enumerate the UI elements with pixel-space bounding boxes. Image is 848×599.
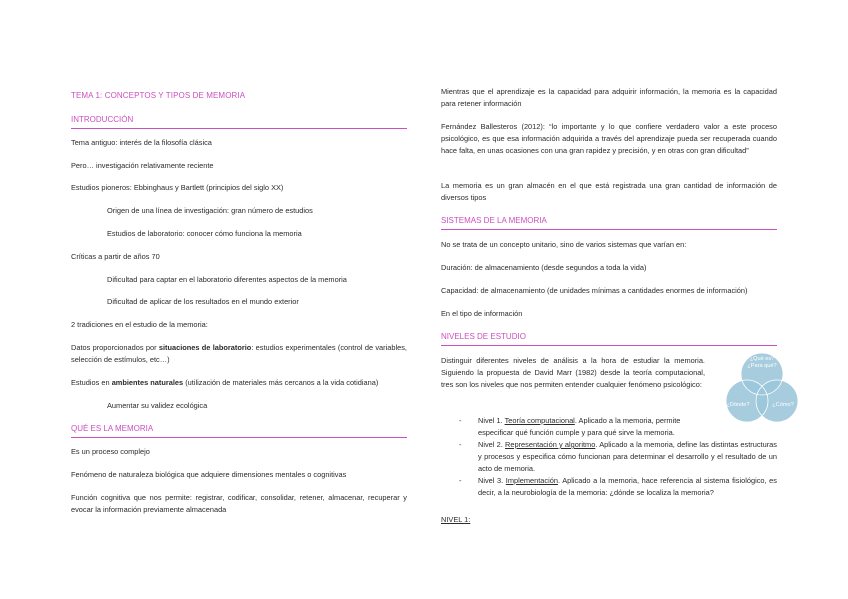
- intro-line-1: Tema antiguo: interés de la filosofía clásica: [71, 138, 212, 147]
- level-desc: . Aplicado a la memoria, hace referencia al sistema fisiológico, es decir, a la neurobiología de la memoria: ¿dónde se localiza la memoria?: [478, 476, 777, 497]
- venn-label-top-wrap: [742, 356, 782, 378]
- level-prefix: Nivel 2.: [478, 440, 506, 449]
- list-item: [441, 439, 777, 475]
- intro-line-7: [71, 377, 407, 389]
- list-item: [441, 475, 777, 499]
- intro-sub-2: Estudios de laboratorio: conocer cómo funciona la memoria: [107, 229, 302, 238]
- intro-line-3: Estudios pioneros: Ebbinghaus y Bartlett (principios del siglo XX): [71, 183, 284, 192]
- right-para-1: Mientras que el aprendizaje es la capacidad para adquirir información, la memoria es la capacidad para retener información: [441, 87, 777, 108]
- que-line-3: Función cognitiva que nos permite: registrar, codificar, consolidar, retener, almacenar, recuperar y evocar la información previamente almacenada: [71, 493, 407, 514]
- venn-label-left: ¿Dónde?: [726, 402, 750, 408]
- intro-line-7-pre: Estudios en: [71, 378, 112, 387]
- niveles-heading: NIVELES DE ESTUDIO: [441, 331, 777, 346]
- list-dash: -: [459, 440, 462, 449]
- venn-label-top: ¿Qué es? ¿Para qué?: [747, 356, 777, 369]
- list-item: [441, 415, 704, 439]
- intro-line-6-bold: situaciones de laboratorio: [158, 343, 252, 352]
- right-para-2: Fernández Ballesteros (2012): “lo importante y lo que confiere verdadero valor a este proceso psicológico, es que esa información adquirida a través del aprendizaje pueda ser recuperada cuando hace falta, en unas ocasiones con una gran rapidez y precisión, y en otras con gran dificultad”: [441, 122, 777, 155]
- list-dash: -: [459, 476, 462, 485]
- nivel-1-heading: NIVEL 1:: [441, 515, 471, 524]
- intro-line-2: Pero… investigación relativamente reciente: [71, 161, 214, 170]
- que-heading: QUÉ ES LA MEMORIA: [71, 423, 407, 438]
- level-desc: . Aplicado a la memoria, permite especificar qué función cumple y para qué sirve la memoria.: [478, 416, 681, 437]
- intro-line-4: Críticas a partir de años 70: [71, 252, 160, 261]
- intro-sub-3: Dificultad para captar en el laboratorio diferentes aspectos de la memoria: [107, 275, 347, 284]
- que-line-2: Fenómeno de naturaleza biológica que adquiere dimensiones mentales o cognitivas: [71, 470, 347, 479]
- intro-line-6-pre: Datos proporcionados por: [71, 343, 159, 352]
- sistemas-heading: SISTEMAS DE LA MEMORIA: [441, 215, 777, 230]
- intro-line-7-post: (utilización de materiales más cercanos a la vida cotidiana): [183, 378, 379, 387]
- document-title: TEMA 1: CONCEPTOS Y TIPOS DE MEMORIA: [71, 91, 246, 100]
- niveles-intro: Distinguir diferentes niveles de análisis a la hora de estudiar la memoria. Siguiendo la propuesta de David Marr (1982) desde la teoría computacional, tres son los niveles que nos permiten entender cualquier fenómeno psicológico:: [441, 356, 705, 389]
- right-para-3: La memoria es un gran almacén en el que está registrada una gran cantidad de información de diversos tipos: [441, 181, 777, 202]
- intro-sub-5: Aumentar su validez ecológica: [107, 401, 208, 410]
- sistemas-line-2: Duración: de almacenamiento (desde segundos a toda la vida): [441, 263, 647, 272]
- level-name: Implementación: [505, 476, 558, 485]
- intro-line-6: [71, 342, 407, 366]
- intro-line-7-bold: ambientes naturales: [111, 378, 184, 387]
- sistemas-line-3: Capacidad: de almacenamiento (de unidades mínimas a cantidades enormes de información): [441, 286, 748, 295]
- level-desc: . Aplicado a la memoria, define las distintas estructuras y procesos y especifica cómo funcionan para determinar el desarrollo y el resultado de un acto de memoria.: [478, 440, 777, 473]
- intro-line-5: 2 tradiciones en el estudio de la memoria:: [71, 320, 208, 329]
- intro-heading: INTRODUCCIÓN: [71, 114, 407, 129]
- level-name: Teoría computacional: [504, 416, 575, 425]
- sistemas-line-4: En el tipo de información: [441, 309, 523, 318]
- que-line-1: Es un proceso complejo: [71, 447, 150, 456]
- sistemas-line-1: No se trata de un concepto unitario, sino de varios sistemas que varían en:: [441, 240, 687, 249]
- list-dash: -: [459, 416, 462, 425]
- venn-label-right: ¿Cómo?: [772, 402, 794, 408]
- intro-sub-4: Dificultad de aplicar de los resultados en el mundo exterior: [107, 297, 299, 306]
- intro-sub-1: Origen de una línea de investigación: gran número de estudios: [107, 206, 313, 215]
- venn-diagram: [720, 349, 804, 433]
- level-name: Representación y algoritmo: [505, 440, 596, 449]
- level-prefix: Nivel 1.: [478, 416, 505, 425]
- level-prefix: Nivel 3.: [478, 476, 506, 485]
- intro-line-6-post: : estudios experimentales (control de variables, selección de estímulos, etc…): [71, 343, 407, 364]
